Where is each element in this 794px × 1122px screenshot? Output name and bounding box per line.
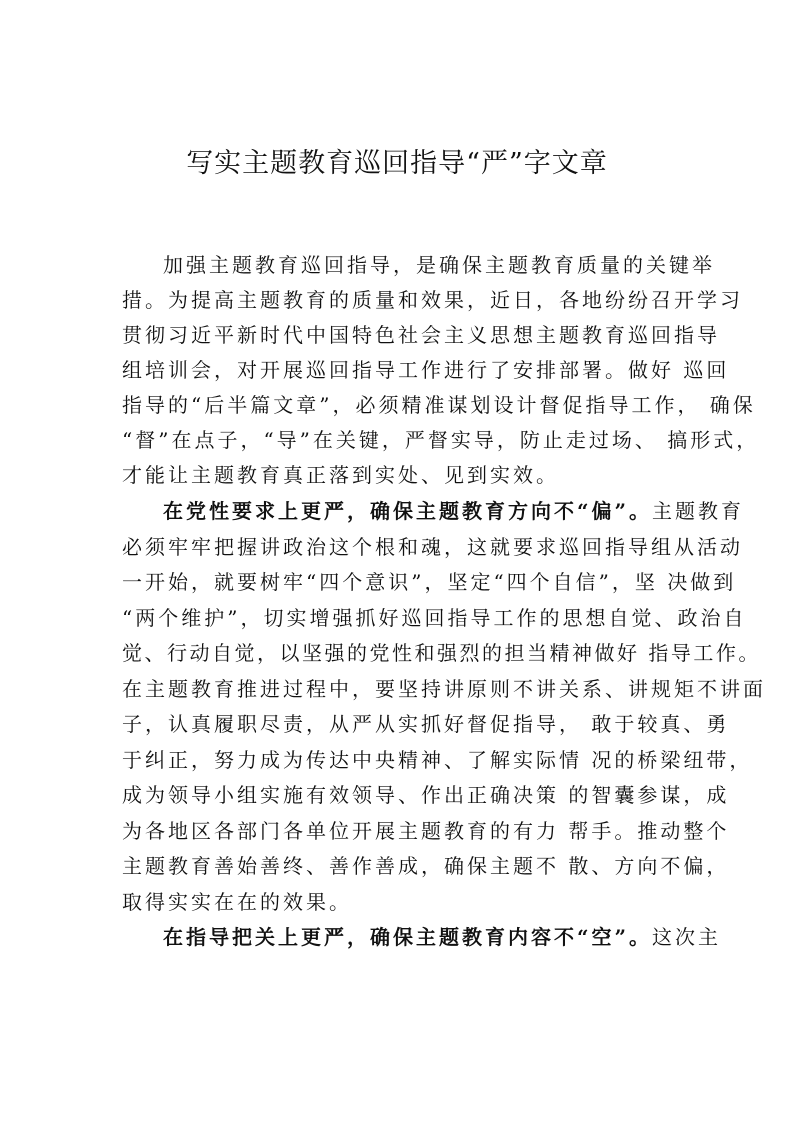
paragraph-line: 于纠正，努力成为传达中央精神、了解实际情 况的桥梁纽带，: [122, 748, 753, 772]
section-heading-line: [163, 922, 721, 952]
paragraph-line: 子，认真履职尽责，从严从实抓好督促指导， 敢于较真、勇: [122, 712, 730, 736]
paragraph-line: 指导的“后半篇文章”，必须精准谋划设计督促指导工作， 确保: [122, 393, 756, 417]
document-title: 写实主题教育巡回指导“严”字文章: [186, 148, 608, 179]
heading-1-tail: 主题教育: [652, 499, 745, 523]
paragraph-line: 加强主题教育巡回指导，是确保主题教育质量的关键举: [163, 253, 715, 277]
section-heading-line: [163, 496, 744, 526]
paragraph-line: 一开始，就要树牢“四个意识”，坚定“四个自信”，坚 决做到: [122, 570, 737, 594]
paragraph-line: 贯彻习近平新时代中国特色社会主义思想主题教育巡回指导: [122, 323, 720, 347]
paragraph-line: 措。为提高主题教育的质量和效果，近日，各地纷纷召开学习: [122, 288, 743, 312]
paragraph-line: 主题教育善始善终、善作善成，确保主题不 散、方向不偏，: [122, 854, 730, 878]
paragraph-line: 成为领导小组实施有效领导、作出正确决策 的智囊参谋，成: [122, 783, 730, 807]
paragraph-line: 为各地区各部门各单位开展主题教育的有力 帮手。推动整个: [122, 819, 730, 843]
paragraph-line: 组培训会，对开展巡回指导工作进行了安排部署。做好 巡回: [122, 358, 730, 382]
paragraph-line: “两个维护”，切实增强抓好巡回指导工作的思想自觉、政治自: [122, 606, 747, 630]
paragraph-line: 取得实实在在的效果。: [122, 890, 352, 914]
section-heading-2: 在指导把关上更严，确保主题教育内容不“空”。: [163, 925, 653, 949]
paragraph-line: 觉、行动自觉，以坚强的党性和强烈的担当精神做好 指导工作。: [122, 641, 761, 665]
paragraph-line: “督”在点子，“导”在关键，严督实导，防止走过场、 搞形式，: [122, 428, 760, 452]
paragraph-line: 必须牢牢把握讲政治这个根和魂，这就要求巡回指导组从活动: [122, 535, 743, 559]
section-heading-1: 在党性要求上更严，确保主题教育方向不“偏”。: [163, 499, 653, 523]
paragraph-line: 才能让主题教育真正落到实处、见到实效。: [122, 463, 559, 487]
heading-2-tail: 这次主: [652, 925, 722, 949]
paragraph-line: 在主题教育推进过程中，要坚持讲原则不讲关系、讲规矩不讲面: [122, 677, 766, 701]
